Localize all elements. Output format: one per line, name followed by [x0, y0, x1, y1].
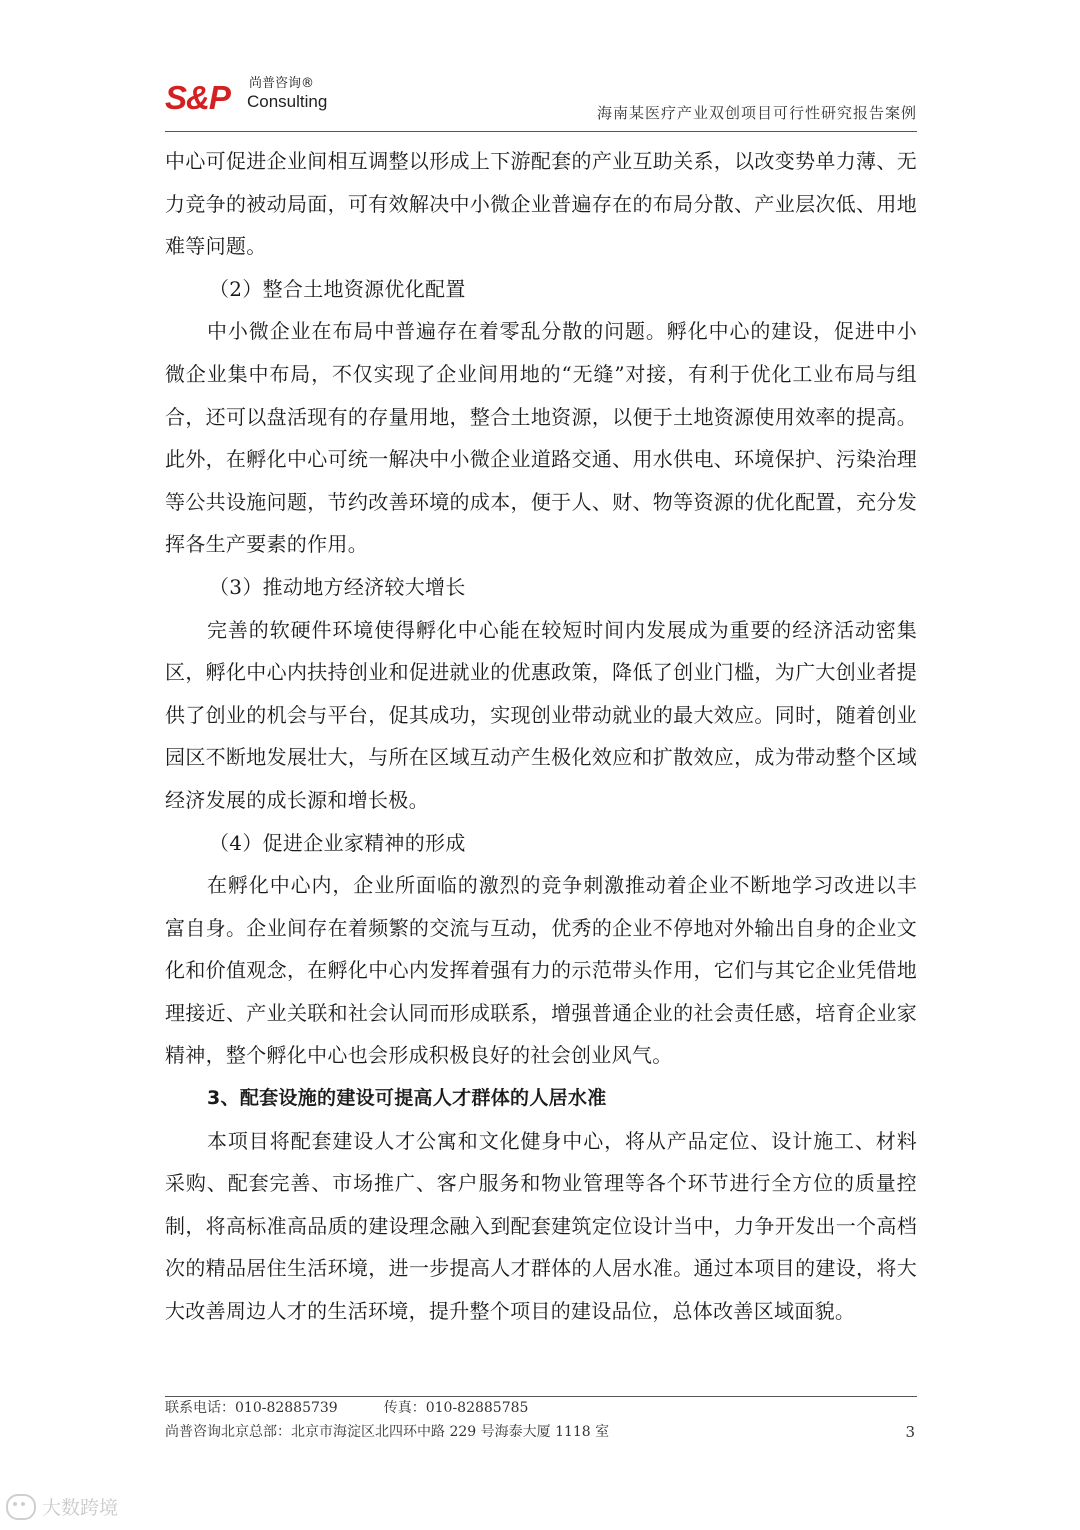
page-body	[165, 140, 917, 1333]
logo-english-name: Consulting	[247, 92, 328, 111]
footer-phone: 联系电话：010-82885739	[165, 1400, 338, 1416]
chat-bubble-icon	[6, 1494, 36, 1520]
watermark-text: 大数跨境	[42, 1497, 119, 1519]
logo-mark: S&P	[165, 79, 230, 116]
watermark	[6, 1493, 118, 1523]
page-number: 3	[905, 1423, 915, 1441]
footer-contact	[165, 1398, 528, 1418]
section-heading-facilities: 3、配套设施的建设可提高人才群体的人居水准	[207, 1087, 607, 1110]
footer-divider	[165, 1396, 917, 1397]
header-divider	[165, 131, 917, 132]
paragraph-facilities: 本项目将配套建设人才公寓和文化健身中心，将从产品定位、设计施工、材料采购、配套完善、市场推广、客户服务和物业管理等各个环节进行全方位的质量控制，将高标准高品质的建设理念融入到配套建筑定位设计当中，力争开发出一个高档次的精品居住生活环境，进一步提高人才群体的人居水准。通过本项目的建设，将大大改善周边人才的生活环境，提升整个项目的建设品位，总体改善区域面貌。	[165, 1128, 917, 1324]
paragraph-land-resources: 中小微企业在布局中普遍存在着零乱分散的问题。孵化中心的建设，促进中小微企业集中布局，不仅实现了企业间用地的“无缝”对接，有利于优化工业布局与组合，还可以盘活现有的存量用地，整合土地资源，以便于土地资源使用效率的提高。此外，在孵化中心可统一解决中小微企业道路交通、用水供电、环境保护、污染治理等公共设施问题，节约改善环境的成本，便于人、财、物等资源的优化配置，充分发挥各生产要素的作用。	[165, 319, 917, 557]
subheading-land-resources: （2）整合土地资源优化配置	[209, 276, 466, 301]
footer-address: 尚普咨询北京总部：北京市海淀区北四环中路 229 号海泰大厦 1118 室	[165, 1424, 610, 1440]
paragraph-continued: 中心可促进企业间相互调整以形成上下游配套的产业互助关系，以改变势单力薄、无力竞争的被动局面，可有效解决中小微企业普遍存在的布局分散、产业层次低、用地难等问题。	[165, 149, 917, 259]
subheading-local-economy: （3）推动地方经济较大增长	[209, 574, 466, 599]
logo-chinese-name: 尚普咨询®	[249, 76, 315, 91]
footer-fax: 传真：010-82885785	[383, 1400, 529, 1416]
page-header	[165, 76, 917, 132]
document-title: 海南某医疗产业双创项目可行性研究报告案例	[596, 104, 917, 122]
subheading-entrepreneurship: （4）促进企业家精神的形成	[209, 830, 466, 855]
paragraph-local-economy: 完善的软硬件环境使得孵化中心能在较短时间内发展成为重要的经济活动密集区，孵化中心内扶持创业和促进就业的优惠政策，降低了创业门槛，为广大创业者提供了创业的机会与平台，促其成功，实现创业带动就业的最大效应。同时，随着创业园区不断地发展壮大，与所在区域互动产生极化效应和扩散效应，成为带动整个区域经济发展的成长源和增长极。	[165, 617, 917, 812]
paragraph-entrepreneurship: 在孵化中心内，企业所面临的激烈的竞争刺激推动着企业不断地学习改进以丰富自身。企业间存在着频繁的交流与互动，优秀的企业不停地对外输出自身的企业文化和价值观念，在孵化中心内发挥着强有力的示范带头作用，它们与其它企业凭借地理接近、产业关联和社会认同而形成联系，增强普通企业的社会责任感，培育企业家精神，整个孵化中心也会形成积极良好的社会创业风气。	[165, 873, 917, 1068]
